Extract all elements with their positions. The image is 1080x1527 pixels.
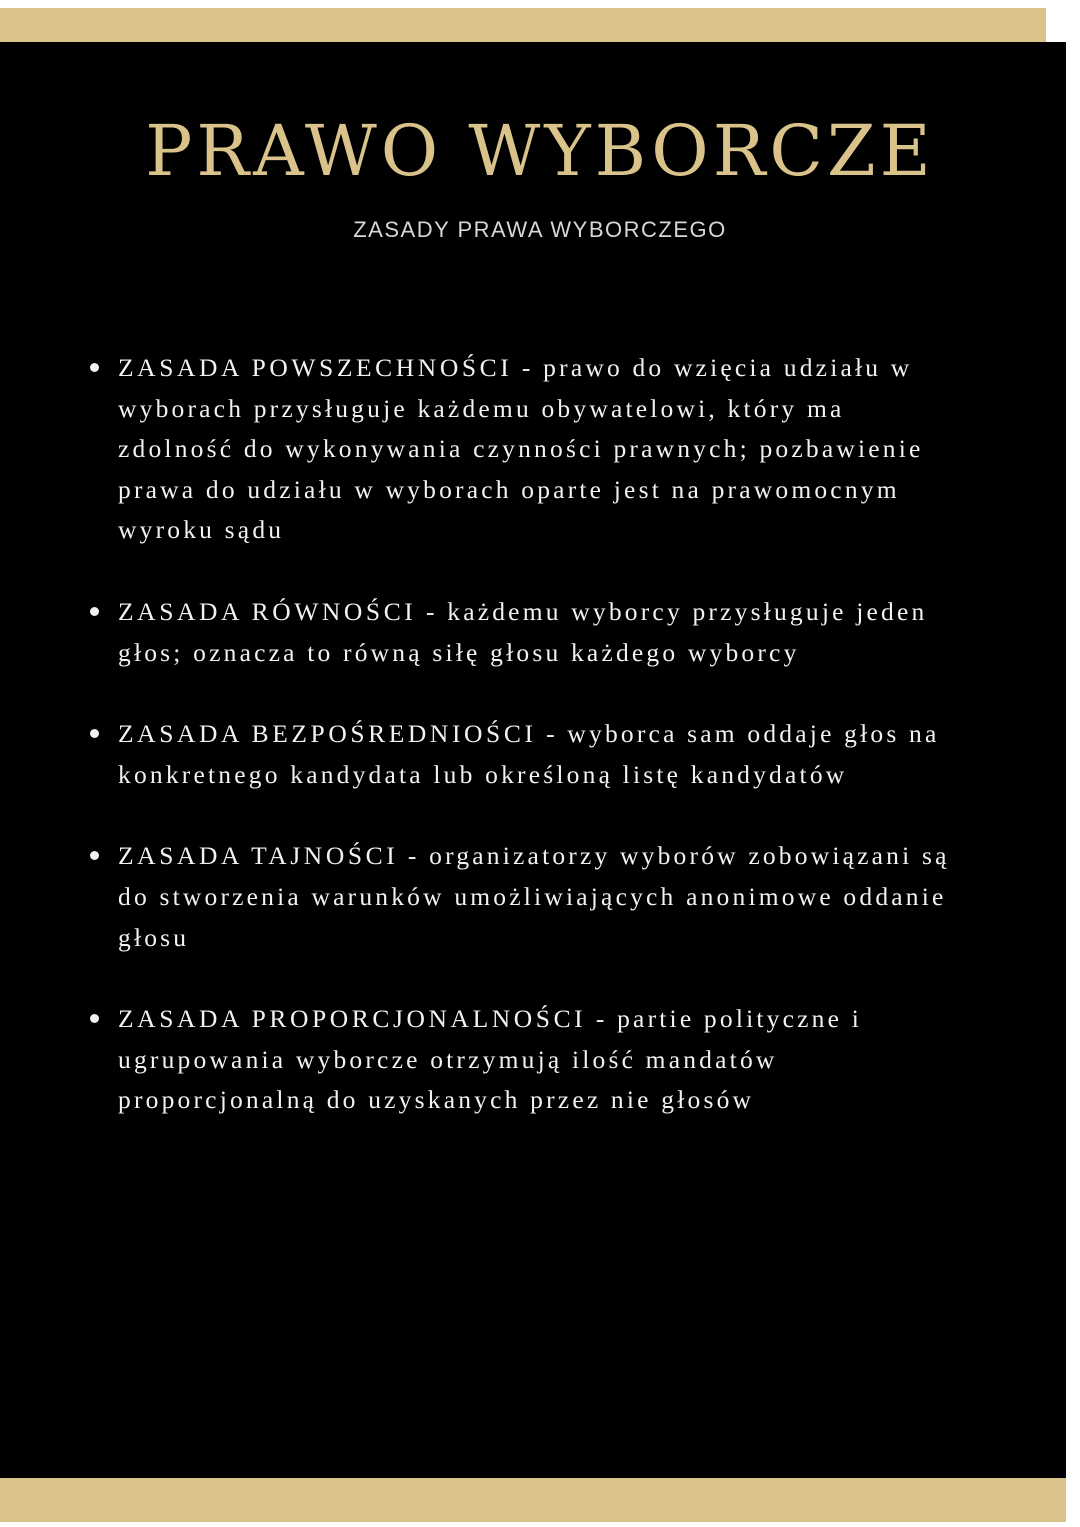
bullet-icon bbox=[90, 1014, 99, 1023]
rule-name: ZASADA POWSZECHNOŚCI bbox=[118, 353, 513, 382]
rule-description: wyborca sam oddaje głos na konkretnego kandydata lub określoną listę kandydatów bbox=[118, 719, 940, 789]
rule-name: ZASADA TAJNOŚCI bbox=[118, 841, 399, 871]
top-accent-band bbox=[0, 8, 1046, 42]
rule-name: ZASADA BEZPOŚREDNIOŚCI bbox=[118, 719, 537, 749]
rule-tajnosci: ZASADA TAJNOŚCI - organizatorzy wyborów zobowiązani są do stworzenia warunków umożliwiających anonimowe oddanie głosu bbox=[88, 836, 958, 958]
rule-proporcjonalnosci: ZASADA PROPORCJONALNOŚCI - partie polityczne i ugrupowania wyborcze otrzymują ilość mandatów proporcjonalną do uzyskanych przez nie głosów bbox=[88, 999, 958, 1121]
page-subtitle: ZASADY PRAWA WYBORCZEGO bbox=[353, 217, 727, 242]
rule-powszechnosci: ZASADA POWSZECHNOŚCI - prawo do wzięcia udziału w wyborach przysługuje każdemu obywatelowi, który ma zdolność do wykonywania czynności prawnych; pozbawienie prawa do udziału w wyborach oparte jest na prawomocnym wyroku sądu bbox=[88, 348, 958, 551]
rule-description: prawo do wzięcia udziału w wyborach przysługuje każdemu obywatelowi, który ma zdolność do wykonywania czynności prawnych; pozbawienie prawa do udziału w wyborach oparte jest na prawomocnym wyroku sądu bbox=[118, 353, 924, 545]
rule-bezposredniosci: ZASADA BEZPOŚREDNIOŚCI - wyborca sam oddaje głos na konkretnego kandydata lub określoną listę kandydatów bbox=[88, 714, 958, 795]
rule-name: ZASADA PROPORCJONALNOŚCI bbox=[118, 1004, 587, 1034]
bullet-icon bbox=[90, 729, 99, 738]
bullet-icon bbox=[90, 851, 99, 860]
rule-description: organizatorzy wyborów zobowiązani są do stworzenia warunków umożliwiających anonimowe oddanie głosu bbox=[118, 841, 950, 952]
rules-list bbox=[88, 348, 958, 1121]
rule-name: ZASADA RÓWNOŚCI bbox=[118, 596, 417, 626]
bottom-accent-band bbox=[0, 1478, 1066, 1522]
bullet-icon bbox=[90, 363, 99, 372]
bullet-icon bbox=[90, 607, 99, 616]
rule-description: każdemu wyborcy przysługuje jeden głos; oznacza to równą siłę głosu każdego wyborcy bbox=[118, 596, 928, 667]
rule-description: partie polityczne i ugrupowania wyborcze otrzymują ilość mandatów proporcjonalną do uzyskanych przez nie głosów bbox=[118, 1004, 862, 1115]
page-title: PRAWO WYBORCZE bbox=[145, 110, 935, 192]
rule-rownosci: ZASADA RÓWNOŚCI - każdemu wyborcy przysługuje jeden głos; oznacza to równą siłę głosu każdego wyborcy bbox=[88, 592, 958, 673]
